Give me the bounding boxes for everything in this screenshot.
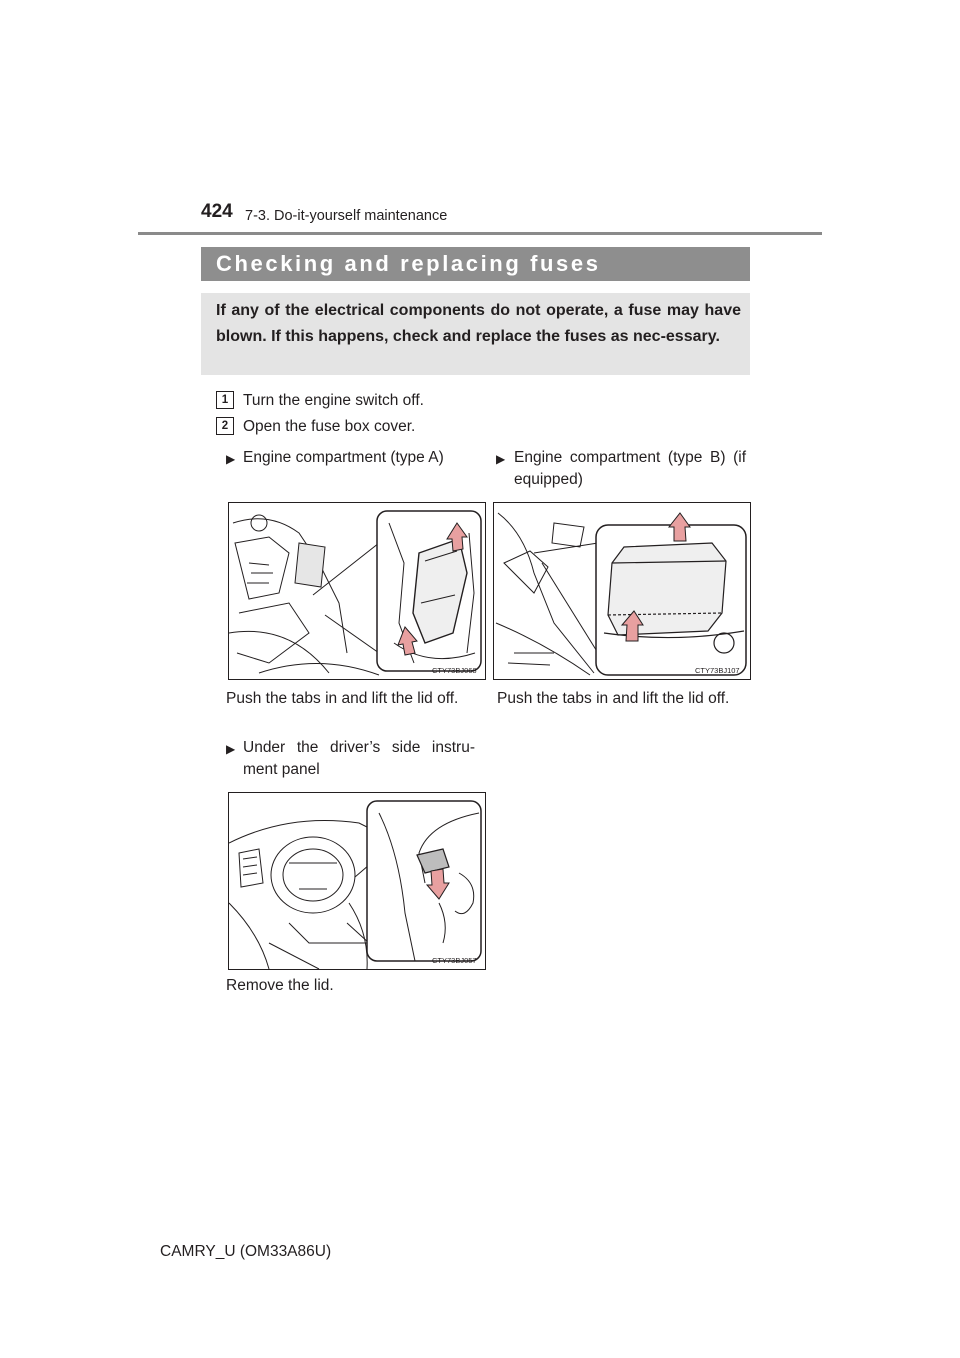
figure-c-caption: Remove the lid. [226, 977, 334, 994]
instrument-panel-illustration [229, 793, 485, 969]
figure-a-heading: Engine compartment (type A) [243, 449, 444, 466]
figure-b-heading: Engine compartment (type B) (if equipped) [514, 449, 746, 488]
figure-b-code: CTY73BJ107 [695, 666, 740, 675]
figure-c-heading: Under the driver’s side instru-ment panel [243, 739, 475, 778]
engine-compartment-b-illustration [494, 503, 750, 679]
page-number: 424 [201, 201, 233, 222]
figure-c-code: CTY73BJ057 [432, 956, 477, 965]
triangle-arrow-icon: ▶ [496, 452, 506, 466]
footer-model-code: CAMRY_U (OM33A86U) [160, 1243, 332, 1260]
figure-a-code: CTY73BJ068 [432, 666, 477, 675]
step-number-2: 2 [216, 417, 234, 435]
figure-a-caption: Push the tabs in and lift the lid off. [226, 690, 459, 707]
section-reference: 7-3. Do-it-yourself maintenance [245, 208, 448, 224]
figure-under-instrument-panel [228, 792, 486, 970]
intro-text: If any of the electrical components do not operate, a fuse may have blown. If this happens, check and replace the fuses as nec-essary. [216, 302, 741, 345]
step-text-2: Open the fuse box cover. [243, 418, 416, 435]
figure-engine-compartment-type-b [493, 502, 751, 680]
triangle-arrow-icon: ▶ [226, 452, 236, 466]
header-rule [138, 232, 822, 235]
engine-compartment-a-illustration [229, 503, 485, 679]
section-title: Checking and replacing fuses [216, 251, 601, 276]
triangle-arrow-icon: ▶ [226, 742, 236, 756]
step-text-1: Turn the engine switch off. [243, 392, 424, 409]
step-number-1: 1 [216, 391, 234, 409]
figure-engine-compartment-type-a [228, 502, 486, 680]
figure-b-caption: Push the tabs in and lift the lid off. [497, 690, 730, 707]
